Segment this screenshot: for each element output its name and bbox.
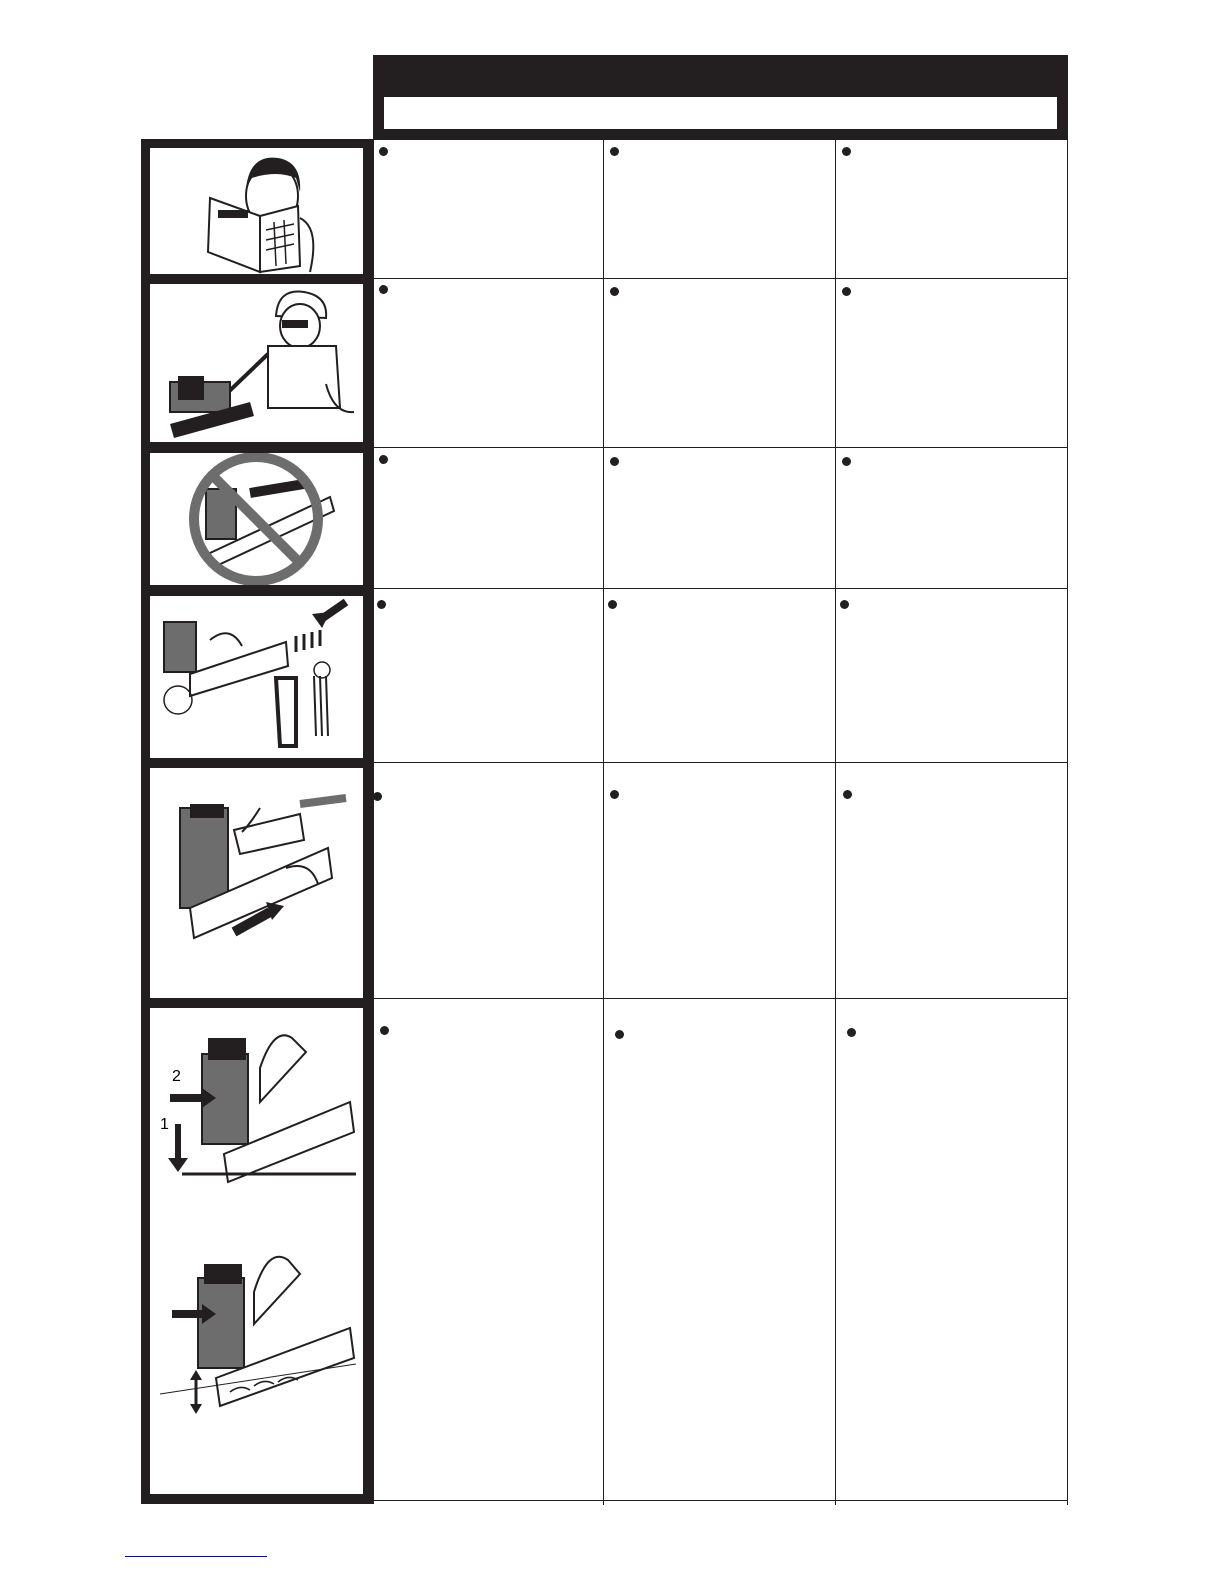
bullet-icon — [840, 600, 849, 609]
footer-link[interactable] — [125, 1556, 267, 1557]
row-divider — [373, 998, 1068, 999]
bullet-icon — [608, 600, 617, 609]
operator-safety-glasses-illustration — [150, 284, 363, 442]
bullet-icon — [610, 790, 619, 799]
row-divider — [373, 762, 1068, 763]
prohibited-tool-illustration — [150, 453, 363, 585]
bullet-icon — [843, 790, 852, 799]
reading-manual-illustration — [150, 148, 363, 274]
closing-magazine-illustration — [150, 768, 363, 998]
bullet-icon — [610, 287, 619, 296]
row-divider — [373, 278, 1068, 279]
loading-nails-illustration — [150, 596, 363, 758]
bullet-icon — [847, 1028, 856, 1037]
row-divider — [373, 1500, 1068, 1501]
column-divider — [603, 140, 604, 1505]
step-label-1: 1 — [160, 1116, 169, 1133]
bullet-icon — [842, 457, 851, 466]
bullet-icon — [379, 285, 388, 294]
column-divider — [1067, 140, 1068, 1505]
bullet-icon — [377, 600, 386, 609]
row-divider — [373, 588, 1068, 589]
header-subtitle-box — [383, 96, 1058, 130]
firing-sequence-illustration — [150, 1008, 363, 1494]
bullet-icon — [610, 457, 619, 466]
row-divider — [373, 447, 1068, 448]
bullet-icon — [610, 147, 619, 156]
bullet-icon — [615, 1030, 624, 1039]
bullet-icon — [380, 1026, 389, 1035]
bullet-icon — [842, 287, 851, 296]
step-label-2: 2 — [172, 1068, 181, 1085]
bullet-icon — [379, 147, 388, 156]
bullet-icon — [842, 147, 851, 156]
bullet-icon — [379, 455, 388, 464]
column-divider — [835, 140, 836, 1505]
bullet-icon — [373, 792, 382, 801]
